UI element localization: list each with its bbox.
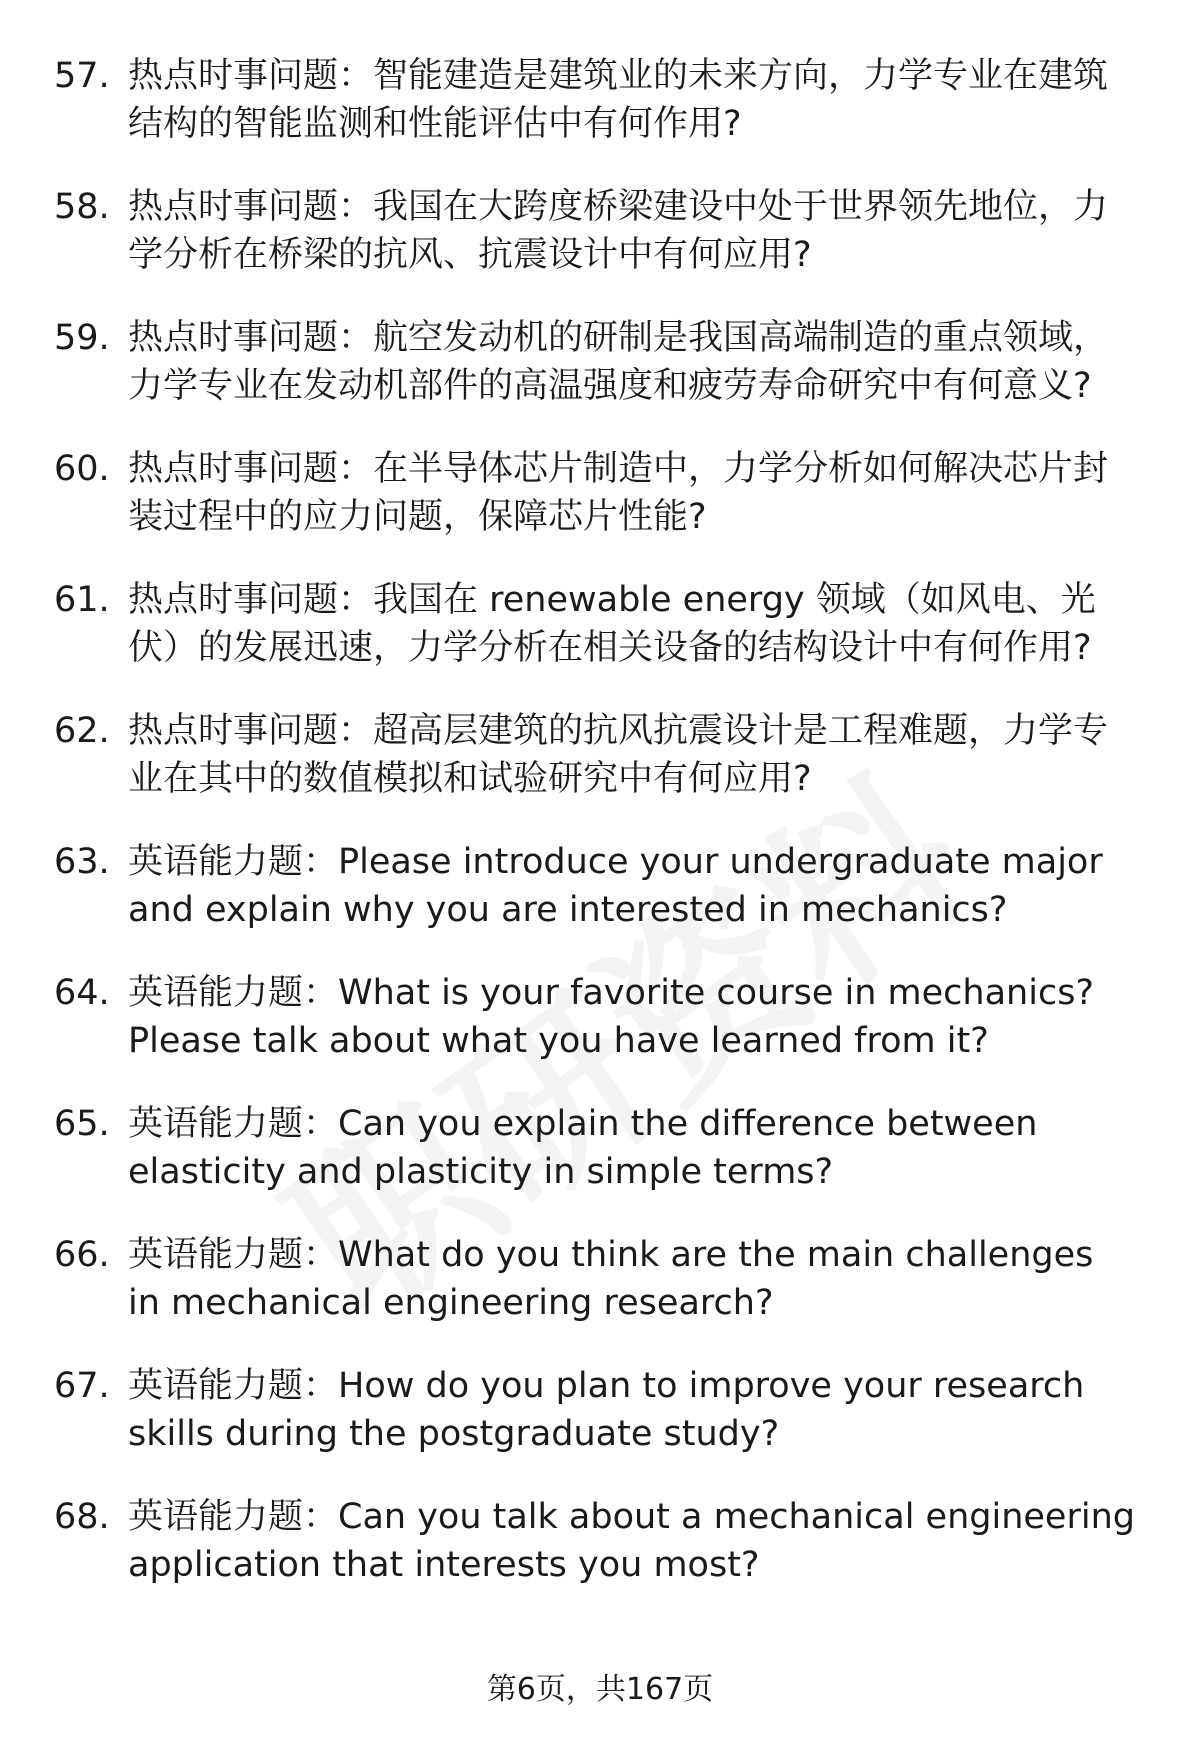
question-item xyxy=(0,314,1200,410)
question-number: 60. xyxy=(54,449,110,489)
question-item xyxy=(0,1362,1200,1458)
question-text: 热点时事问题：智能建造是建筑业的未来方向，力学专业在建筑结构的智能监测和性能评估中有何作用? xyxy=(128,56,1109,144)
question-number: 62. xyxy=(54,711,110,751)
question-text: 热点时事问题：我国在大跨度桥梁建设中处于世界领先地位，力学分析在桥梁的抗风、抗震设计中有何应用? xyxy=(128,187,1109,275)
question-item xyxy=(0,1231,1200,1327)
question-text: 热点时事问题：超高层建筑的抗风抗震设计是工程难题，力学专业在其中的数值模拟和试验研究中有何应用? xyxy=(128,711,1109,799)
question-text: 英语能力题：How do you plan to improve your research skills during the postgraduate study? xyxy=(128,1366,1085,1454)
question-number: 68. xyxy=(54,1497,110,1537)
question-number: 64. xyxy=(54,973,110,1013)
question-item xyxy=(0,576,1200,672)
question-item xyxy=(0,183,1200,279)
question-text: 英语能力题：What do you think are the main challenges in mechanical engineering research? xyxy=(128,1235,1094,1323)
question-item xyxy=(0,838,1200,934)
question-number: 65. xyxy=(54,1104,110,1144)
question-number: 61. xyxy=(54,580,110,620)
question-text: 英语能力题：Please introduce your undergraduate major and explain why you are interested in mechanics? xyxy=(128,842,1103,930)
question-text: 英语能力题：Can you talk about a mechanical engineering application that interests you most? xyxy=(128,1497,1135,1585)
question-item xyxy=(0,969,1200,1065)
question-list xyxy=(0,52,1200,1624)
question-number: 57. xyxy=(54,56,110,96)
question-text: 热点时事问题：航空发动机的研制是我国高端制造的重点领域，力学专业在发动机部件的高温强度和疲劳寿命研究中有何意义? xyxy=(128,318,1109,406)
page-footer: 第6页，共167页 xyxy=(486,1672,714,1707)
question-item xyxy=(0,1493,1200,1589)
question-number: 58. xyxy=(54,187,110,227)
question-item xyxy=(0,1100,1200,1196)
question-item xyxy=(0,707,1200,803)
question-number: 59. xyxy=(54,318,110,358)
question-text: 热点时事问题：在半导体芯片制造中，力学分析如何解决芯片封装过程中的应力问题，保障芯片性能? xyxy=(128,449,1109,537)
question-text: 英语能力题：Can you explain the difference between elasticity and plasticity in simple terms? xyxy=(128,1104,1038,1192)
question-item xyxy=(0,52,1200,148)
question-number: 67. xyxy=(54,1366,110,1406)
question-text: 热点时事问题：我国在 renewable energy 领域（如风电、光伏）的发展迅速，力学分析在相关设备的结构设计中有何作用? xyxy=(128,580,1096,668)
question-item xyxy=(0,445,1200,541)
question-number: 66. xyxy=(54,1235,110,1275)
question-text: 英语能力题：What is your favorite course in mechanics? Please talk about what you have learned from it? xyxy=(128,973,1095,1061)
question-number: 63. xyxy=(54,842,110,882)
